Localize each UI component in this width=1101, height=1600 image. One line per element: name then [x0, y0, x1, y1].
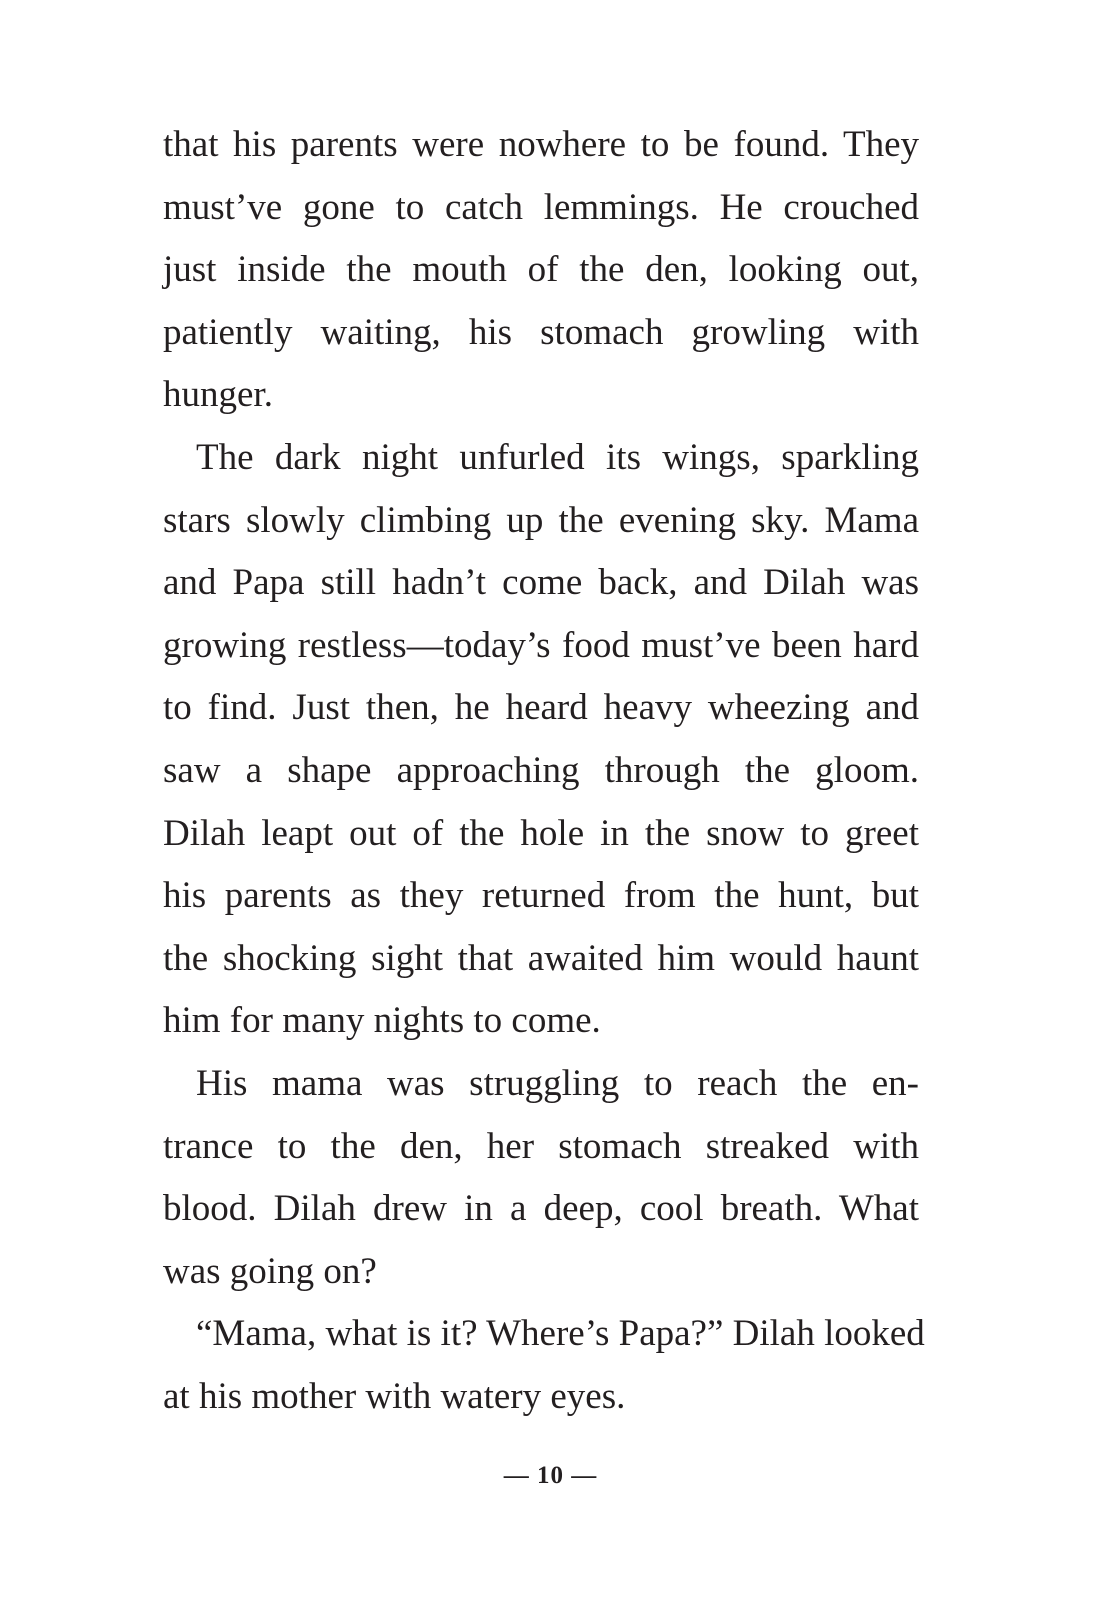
text-line: that his parents were nowhere to be found. They — [163, 124, 919, 165]
text-line: “Mama, what is it? Where’s Papa?” Dilah looked — [196, 1313, 925, 1355]
text-line: patiently waiting, his stomach growling with — [163, 311, 919, 353]
text-line: saw a shape approaching through the gloom. — [163, 749, 919, 791]
text-line: the shocking sight that awaited him would haunt — [163, 937, 919, 979]
text-line: his parents as they returned from the hunt, but — [163, 875, 919, 917]
text-line: and Papa still hadn’t come back, and Dilah was — [163, 562, 919, 604]
page-number: — 10 — — [503, 1462, 598, 1489]
text-line: Dilah leapt out of the hole in the snow to greet — [163, 812, 919, 854]
text-line: stars slowly climbing up the evening sky. Mama — [163, 499, 919, 541]
text-line: His mama was struggling to reach the en- — [196, 1062, 919, 1104]
text-line: blood. Dilah drew in a deep, cool breath. What — [163, 1188, 919, 1230]
text-line: trance to the den, her stomach streaked with — [163, 1125, 919, 1167]
text-line: must’ve gone to catch lemmings. He crouched — [163, 186, 919, 228]
text-line: was going on? — [163, 1250, 377, 1292]
text-line: to find. Just then, he heard heavy wheezing and — [163, 687, 919, 729]
text-line: just inside the mouth of the den, looking out, — [163, 249, 919, 291]
text-line: The dark night unfurled its wings, sparkling — [196, 436, 919, 478]
text-line: at his mother with watery eyes. — [163, 1375, 626, 1417]
body-text — [163, 114, 925, 1428]
text-line: him for many nights to come. — [163, 1000, 601, 1042]
text-line: growing restless—today’s food must’ve been hard — [163, 624, 919, 666]
text-line: hunger. — [163, 374, 273, 416]
